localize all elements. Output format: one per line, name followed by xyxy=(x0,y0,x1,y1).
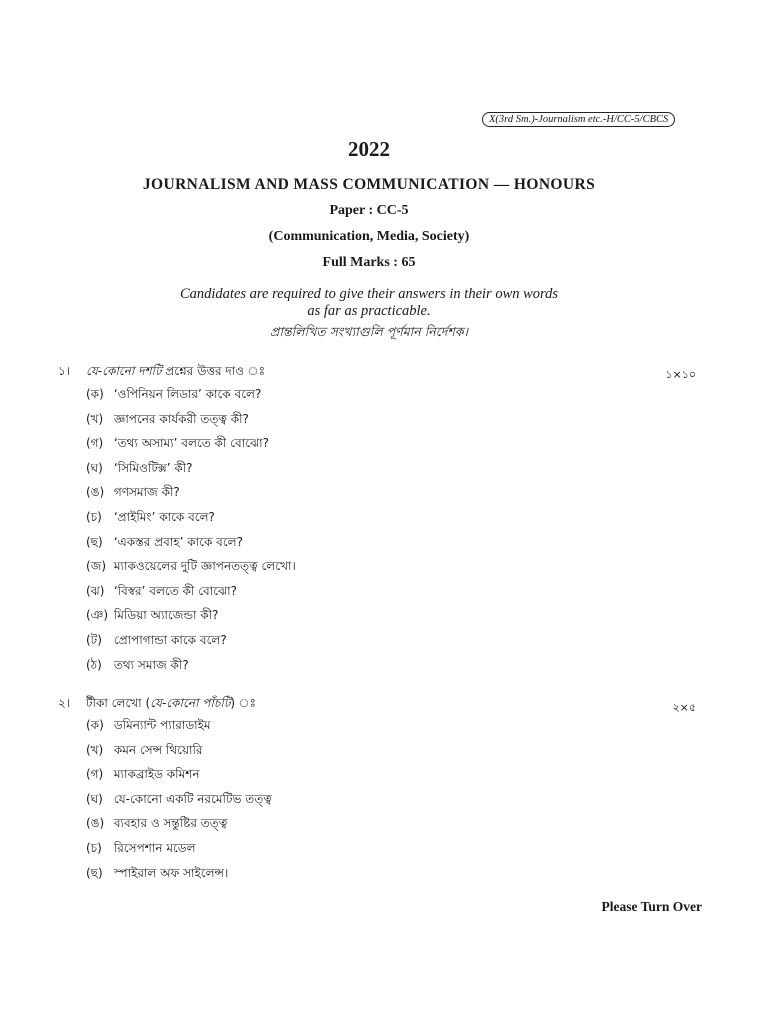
item-label: (ছ) xyxy=(86,865,103,880)
item-text: গণসমাজ কী? xyxy=(113,485,180,500)
item-text: যে-কোনো একটি নরমেটিভ তত্ত্ব xyxy=(113,791,272,806)
question-1-prompt-italic: যে-কোনো দশটি xyxy=(86,364,162,378)
item-label: (খ) xyxy=(86,742,104,757)
list-item xyxy=(86,435,296,460)
list-item xyxy=(86,717,272,742)
item-text: স্পাইরাল অফ সাইলেন্স। xyxy=(113,865,229,880)
item-text: মিডিয়া অ্যাজেন্ডা কী? xyxy=(113,608,219,623)
question-2-marks: ২×৫ xyxy=(672,701,696,714)
item-text: প্রোপাগান্ডা কাকে বলে? xyxy=(113,632,227,647)
item-label: (ঠ) xyxy=(86,657,102,672)
question-2-heading xyxy=(58,695,256,715)
item-label: (চ) xyxy=(86,840,102,855)
item-label: (ঝ) xyxy=(86,583,105,598)
item-label: (ঙ) xyxy=(86,485,105,500)
list-item xyxy=(86,865,272,890)
list-item xyxy=(86,509,296,534)
item-text: ‘বিস্বর’ বলতে কী বোঝো? xyxy=(113,583,237,598)
item-text: ম্যাকব্রাইড কমিশন xyxy=(113,767,200,782)
item-text: রিসেপশান মডেল xyxy=(113,840,196,855)
item-label: (ট) xyxy=(86,632,102,647)
item-label: (ঘ) xyxy=(86,460,103,475)
list-item xyxy=(86,607,296,632)
list-item xyxy=(86,840,272,865)
question-2-list xyxy=(86,717,272,889)
item-text: কমন সেন্স থিয়োরি xyxy=(113,742,203,757)
item-label: (চ) xyxy=(86,509,102,524)
list-item xyxy=(86,534,296,559)
question-1-heading xyxy=(58,363,265,383)
exam-year: 2022 xyxy=(348,137,390,161)
item-text: ‘সিমিওটিক্স’ কী? xyxy=(113,460,193,475)
item-label: (ঘ) xyxy=(86,791,103,806)
paper-subtitle: (Communication, Media, Society) xyxy=(268,229,470,244)
list-item xyxy=(86,632,296,657)
list-item xyxy=(86,411,296,436)
question-2-prompt-italic: যে-কোনো পাঁচটি xyxy=(150,696,231,710)
item-text: ‘ওপিনিয়ন লিডার’ কাকে বলে? xyxy=(113,387,262,401)
list-item xyxy=(86,766,272,791)
list-item xyxy=(86,484,296,509)
item-label: (গ) xyxy=(86,436,104,451)
paper-code-box: X(3rd Sm.)-Journalism etc.-H/CC-5/CBCS xyxy=(482,112,675,127)
item-label: (ক) xyxy=(86,387,104,401)
item-text: তথ্য সমাজ কী? xyxy=(113,657,189,672)
question-1-list xyxy=(86,386,296,681)
instructions-english xyxy=(0,286,738,320)
list-item xyxy=(86,657,296,682)
item-label: (খ) xyxy=(86,411,104,426)
item-label: (ঙ) xyxy=(86,816,105,831)
instructions-line-1: Candidates are required to give their answers in their own words xyxy=(179,286,559,302)
item-text: ম্যাকওয়েলের দুটি জ্ঞাপনতত্ত্ব লেখো। xyxy=(113,559,296,574)
instructions-line-2: as far as practicable. xyxy=(307,303,431,319)
paper-label: Paper : CC-5 xyxy=(329,203,409,218)
question-2-number: ২। xyxy=(58,696,71,710)
please-turn-over: Please Turn Over xyxy=(601,899,702,914)
item-text: জ্ঞাপনের কার্যকরী তত্ত্ব কী? xyxy=(113,411,249,426)
list-item xyxy=(86,791,272,816)
item-label: (জ) xyxy=(86,559,107,574)
list-item xyxy=(86,386,296,411)
list-item xyxy=(86,558,296,583)
question-1-marks: ১×১০ xyxy=(665,368,696,381)
list-item xyxy=(86,815,272,840)
question-1-prompt: প্রশ্নের উত্তর দাও ঃ xyxy=(161,364,265,378)
list-item xyxy=(86,583,296,608)
item-text: ‘একস্তর প্রবাহ’ কাকে বলে? xyxy=(113,534,243,549)
question-2-prompt-end: ) ঃ xyxy=(230,696,257,710)
subject-title: JOURNALISM AND MASS COMMUNICATION — HONOURS xyxy=(142,176,596,193)
list-item xyxy=(86,460,296,485)
item-text: ‘তথ্য অসাম্য’ বলতে কী বোঝো? xyxy=(113,436,269,451)
full-marks: Full Marks : 65 xyxy=(322,255,416,270)
item-label: (ক) xyxy=(86,718,104,732)
instructions-bengali: প্রান্তলিখিত সংখ্যাগুলি পূর্ণমান নির্দেশক। xyxy=(270,324,468,339)
item-text: ‘প্রাইমিং’ কাকে বলে? xyxy=(113,509,215,524)
item-label: (ঞ) xyxy=(86,608,109,623)
item-text: ব্যবহার ও সন্তুষ্টির তত্ত্ব xyxy=(113,816,228,831)
question-1-number: ১। xyxy=(58,364,71,378)
list-item xyxy=(86,742,272,767)
item-text: ডমিন্যান্ট প্যারাডাইম xyxy=(113,718,211,732)
item-label: (ছ) xyxy=(86,534,103,549)
item-label: (গ) xyxy=(86,767,104,782)
question-2-prompt-start: টীকা লেখো ( xyxy=(86,696,151,710)
